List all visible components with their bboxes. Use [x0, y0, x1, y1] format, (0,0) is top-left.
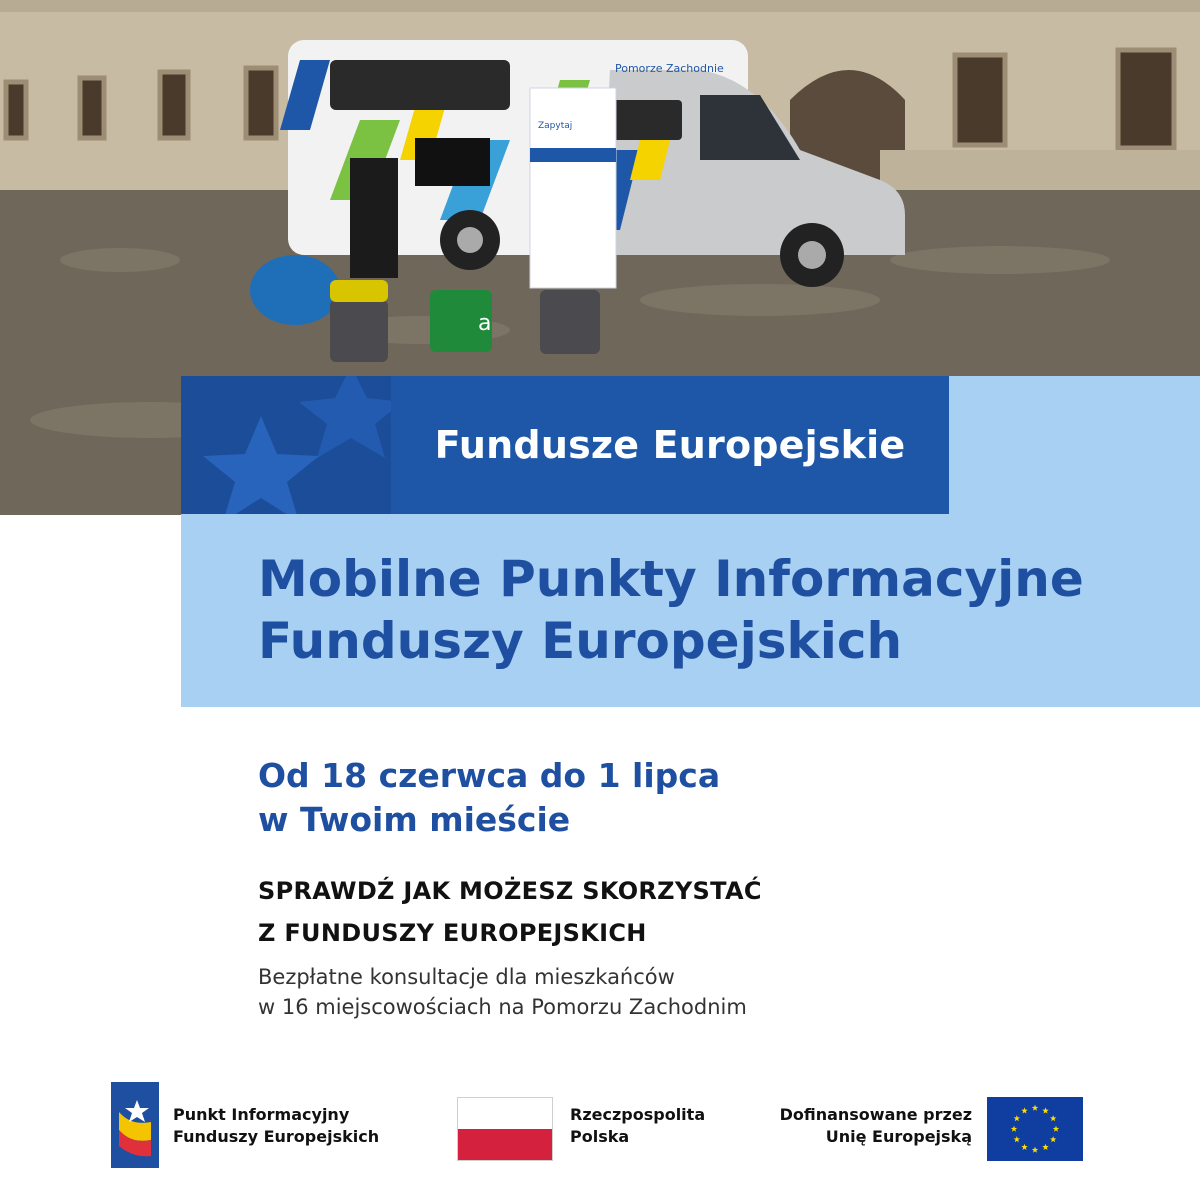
fe-logo-line: Punkt Informacyjny	[173, 1105, 350, 1124]
description-line: w 16 miejscowościach na Pomorzu Zachodnim	[258, 995, 747, 1019]
event-dates-line: w Twoim mieście	[258, 800, 571, 839]
fe-logo-icon	[111, 1082, 159, 1168]
fe-logo-line: Funduszy Europejskich	[173, 1127, 380, 1146]
description-line: Bezpłatne konsultacje dla mieszkańców	[258, 965, 675, 989]
rp-logo-line: Rzeczpospolita	[570, 1105, 706, 1124]
fe-logo-text	[173, 1104, 379, 1148]
call-to-action	[258, 870, 762, 954]
page-title-line: Funduszy Europejskich	[258, 612, 903, 670]
event-dates	[258, 754, 720, 842]
eu-flag-icon	[987, 1097, 1083, 1161]
band-title: Fundusze Europejskie	[434, 423, 906, 467]
eu-logo-line: Dofinansowane przez	[779, 1105, 972, 1124]
polish-flag-icon	[457, 1097, 553, 1161]
page-title-line: Mobilne Punkty Informacyjne	[258, 550, 1084, 608]
rp-logo-line: Polska	[570, 1127, 630, 1146]
star-icon	[181, 376, 391, 514]
van-brand-text: Pomorze Zachodnie	[615, 62, 724, 75]
rp-logo-text	[570, 1104, 705, 1148]
event-dates-line: Od 18 czerwca do 1 lipca	[258, 756, 721, 795]
header-band-accent	[949, 376, 1200, 514]
banner-text: Zapytaj	[538, 121, 573, 131]
description	[258, 962, 747, 1022]
eu-logo-text	[760, 1104, 972, 1148]
cube-letter: a	[478, 311, 492, 336]
eu-logo-line: Unię Europejską	[825, 1127, 972, 1146]
cta-line: Z FUNDUSZY EUROPEJSKICH	[258, 919, 647, 947]
star-decoration	[181, 376, 391, 514]
page-title	[258, 548, 1178, 672]
cta-line: SPRAWDŹ JAK MOŻESZ SKORZYSTAĆ	[258, 877, 762, 905]
